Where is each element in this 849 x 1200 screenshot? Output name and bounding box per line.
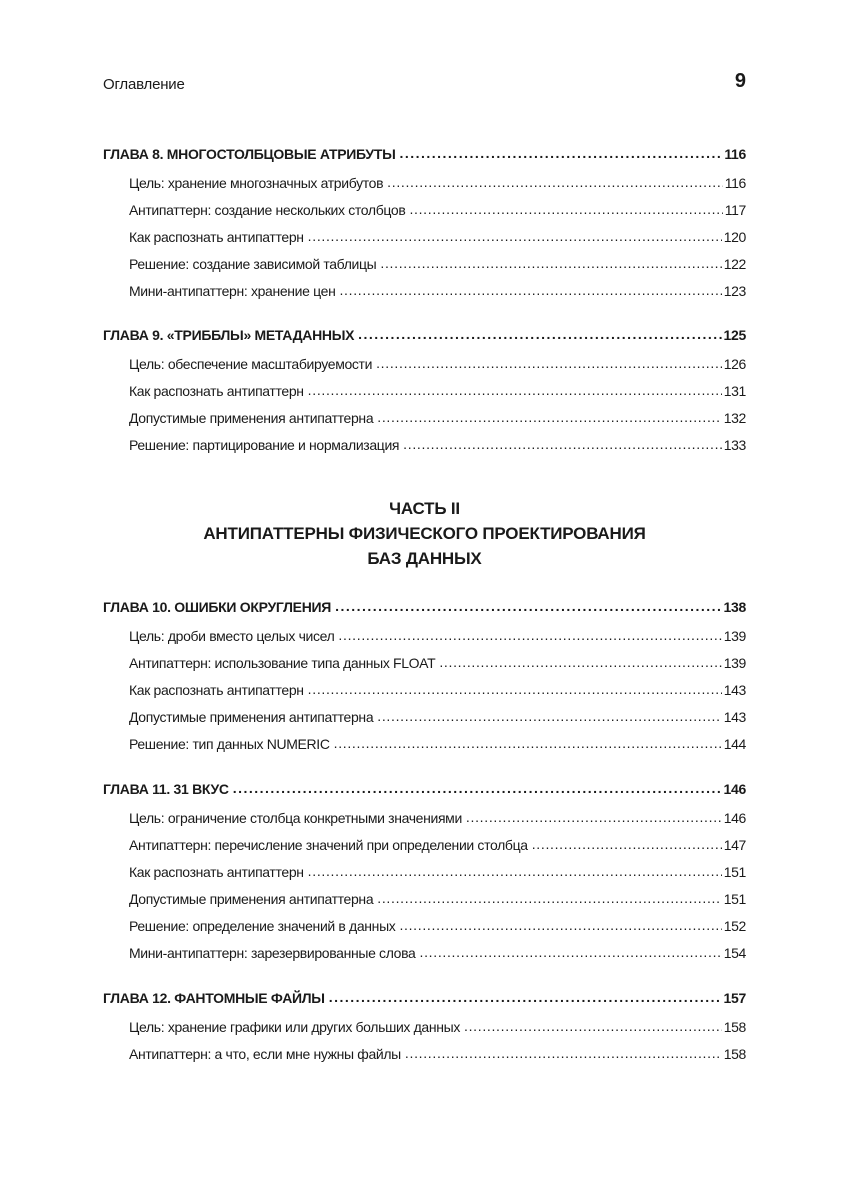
dot-leader bbox=[532, 836, 722, 850]
toc-entry[interactable] bbox=[129, 382, 746, 399]
entry-title: Цель: хранение многозначных атрибутов bbox=[129, 175, 384, 191]
entry-title: Мини-антипаттерн: хранение цен bbox=[129, 283, 336, 299]
toc-entry[interactable] bbox=[129, 917, 746, 934]
dot-leader bbox=[380, 255, 721, 269]
entry-page: 120 bbox=[723, 229, 746, 245]
dot-leader bbox=[464, 1018, 722, 1032]
entry-title: Допустимые применения антипаттерна bbox=[129, 709, 374, 725]
toc-entry[interactable] bbox=[129, 944, 746, 961]
toc-entry[interactable] bbox=[129, 809, 746, 826]
entry-page: 132 bbox=[723, 410, 746, 426]
entry-page: 151 bbox=[723, 864, 746, 880]
chapter-page: 146 bbox=[723, 781, 746, 797]
entry-title: Антипаттерн: перечисление значений при определении столбца bbox=[129, 837, 528, 853]
entry-title: Решение: создание зависимой таблицы bbox=[129, 256, 377, 272]
entry-page: 126 bbox=[723, 356, 746, 372]
entry-page: 116 bbox=[724, 175, 746, 191]
toc-chapter-11[interactable] bbox=[103, 780, 746, 797]
toc-entry[interactable] bbox=[129, 355, 746, 372]
entry-title: Допустимые применения антипаттерна bbox=[129, 410, 374, 426]
entry-page: 143 bbox=[723, 709, 746, 725]
entry-page: 147 bbox=[723, 837, 746, 853]
dot-leader bbox=[338, 627, 721, 641]
toc-entry[interactable] bbox=[129, 1045, 746, 1062]
dot-leader bbox=[400, 145, 723, 159]
toc-entry[interactable] bbox=[129, 436, 746, 453]
chapter-page: 138 bbox=[723, 599, 746, 615]
dot-leader bbox=[335, 598, 721, 612]
chapter-page: 116 bbox=[724, 146, 746, 162]
dot-leader bbox=[376, 355, 722, 369]
dot-leader bbox=[399, 917, 721, 931]
entry-page: 139 bbox=[723, 628, 746, 644]
dot-leader bbox=[466, 809, 722, 823]
dot-leader bbox=[358, 326, 721, 340]
dot-leader bbox=[233, 780, 722, 794]
entry-title: Цель: обеспечение масштабируемости bbox=[129, 356, 373, 372]
toc-entry[interactable] bbox=[129, 654, 746, 671]
dot-leader bbox=[377, 890, 721, 904]
dot-leader bbox=[329, 989, 722, 1003]
dot-leader bbox=[308, 681, 722, 695]
toc-chapter-9[interactable] bbox=[103, 326, 746, 343]
entry-title: Цель: дроби вместо целых чисел bbox=[129, 628, 335, 644]
entry-page: 152 bbox=[723, 918, 746, 934]
chapter-page: 157 bbox=[723, 990, 746, 1006]
entry-title: Цель: хранение графики или других больших данных bbox=[129, 1019, 460, 1035]
chapter-title: ГЛАВА 12. ФАНТОМНЫЕ ФАЙЛЫ bbox=[103, 990, 325, 1006]
chapter-title: ГЛАВА 9. «ТРИББЛЫ» МЕТАДАННЫХ bbox=[103, 327, 355, 343]
entry-page: 158 bbox=[723, 1019, 746, 1035]
entry-page: 144 bbox=[723, 736, 746, 752]
toc-entry[interactable] bbox=[129, 890, 746, 907]
header-title: Оглавление bbox=[103, 76, 185, 93]
entry-title: Как распознать антипаттерн bbox=[129, 864, 304, 880]
dot-leader bbox=[308, 863, 722, 877]
toc-chapter-8[interactable] bbox=[103, 145, 746, 162]
toc-entry[interactable] bbox=[129, 735, 746, 752]
chapter-title: ГЛАВА 11. 31 ВКУС bbox=[103, 781, 229, 797]
toc-entry[interactable] bbox=[129, 863, 746, 880]
entry-page: 146 bbox=[723, 810, 746, 826]
part-title-line-1: АНТИПАТТЕРНЫ ФИЗИЧЕСКОГО ПРОЕКТИРОВАНИЯ bbox=[203, 524, 646, 543]
entry-page: 139 bbox=[723, 655, 746, 671]
dot-leader bbox=[405, 1045, 722, 1059]
part-number: ЧАСТЬ II bbox=[389, 499, 460, 518]
chapter-title: ГЛАВА 10. ОШИБКИ ОКРУГЛЕНИЯ bbox=[103, 599, 332, 615]
toc-entry[interactable] bbox=[129, 174, 746, 191]
toc-entry[interactable] bbox=[129, 282, 746, 299]
dot-leader bbox=[403, 436, 722, 450]
dot-leader bbox=[334, 735, 722, 749]
toc-entry[interactable] bbox=[129, 228, 746, 245]
entry-title: Решение: партицирование и нормализация bbox=[129, 437, 400, 453]
running-header bbox=[103, 70, 746, 98]
entry-page: 123 bbox=[723, 283, 746, 299]
entry-page: 133 bbox=[723, 437, 746, 453]
dot-leader bbox=[339, 282, 721, 296]
dot-leader bbox=[308, 382, 722, 396]
toc-entry[interactable] bbox=[129, 1018, 746, 1035]
toc-entry[interactable] bbox=[129, 627, 746, 644]
entry-title: Как распознать антипаттерн bbox=[129, 229, 304, 245]
dot-leader bbox=[377, 409, 721, 423]
entry-title: Как распознать антипаттерн bbox=[129, 682, 304, 698]
entry-title: Антипаттерн: а что, если мне нужны файлы bbox=[129, 1046, 401, 1062]
dot-leader bbox=[420, 944, 722, 958]
toc-chapter-12[interactable] bbox=[103, 989, 746, 1006]
dot-leader bbox=[409, 201, 722, 215]
toc-entry[interactable] bbox=[129, 681, 746, 698]
dot-leader bbox=[439, 654, 721, 668]
entry-page: 131 bbox=[723, 383, 746, 399]
part-heading bbox=[103, 496, 746, 571]
part-title-line-2: БАЗ ДАННЫХ bbox=[367, 549, 482, 568]
entry-title: Антипаттерн: создание нескольких столбцов bbox=[129, 202, 406, 218]
entry-page: 122 bbox=[723, 256, 746, 272]
toc-entry[interactable] bbox=[129, 836, 746, 853]
chapter-title: ГЛАВА 8. МНОГОСТОЛБЦОВЫЕ АТРИБУТЫ bbox=[103, 146, 396, 162]
entry-title: Решение: определение значений в данных bbox=[129, 918, 396, 934]
entry-page: 154 bbox=[723, 945, 746, 961]
entry-page: 117 bbox=[724, 202, 746, 218]
entry-title: Допустимые применения антипаттерна bbox=[129, 891, 374, 907]
entry-title: Антипаттерн: использование типа данных FLOAT bbox=[129, 655, 436, 671]
dot-leader bbox=[387, 174, 723, 188]
toc-entry[interactable] bbox=[129, 708, 746, 725]
entry-title: Мини-антипаттерн: зарезервированные слова bbox=[129, 945, 416, 961]
dot-leader bbox=[377, 708, 721, 722]
toc-entry[interactable] bbox=[129, 255, 746, 272]
entry-page: 143 bbox=[723, 682, 746, 698]
chapter-page: 125 bbox=[723, 327, 746, 343]
toc-entry[interactable] bbox=[129, 409, 746, 426]
entry-title: Как распознать антипаттерн bbox=[129, 383, 304, 399]
toc-chapter-10[interactable] bbox=[103, 598, 746, 615]
entry-title: Решение: тип данных NUMERIC bbox=[129, 736, 330, 752]
toc-entry[interactable] bbox=[129, 201, 746, 218]
page-number: 9 bbox=[734, 70, 746, 92]
entry-title: Цель: ограничение столбца конкретными значениями bbox=[129, 810, 462, 826]
dot-leader bbox=[308, 228, 722, 242]
entry-page: 151 bbox=[723, 891, 746, 907]
entry-page: 158 bbox=[723, 1046, 746, 1062]
